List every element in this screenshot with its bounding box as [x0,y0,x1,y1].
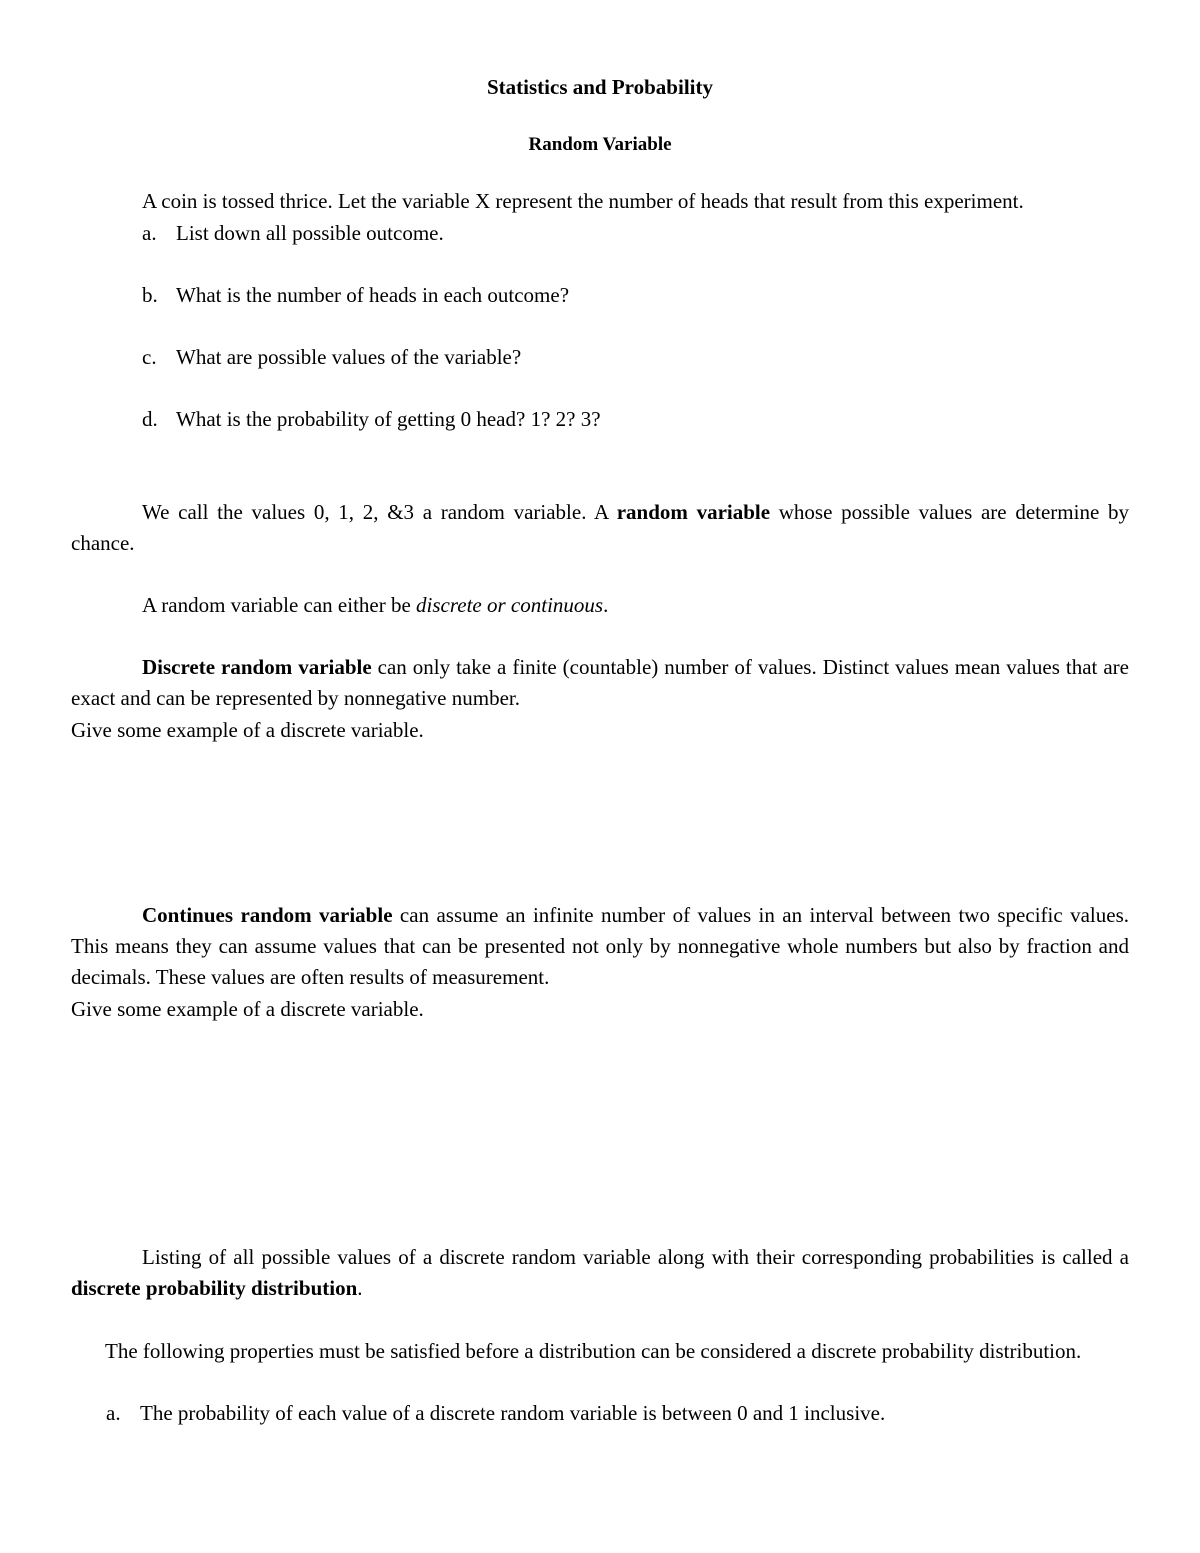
term-random-variable: random variable [616,500,771,524]
question-text: What is the number of heads in each outcome? [176,283,570,307]
list-marker: c. [142,345,157,369]
term-discrete-random-variable: Discrete random variable [142,655,372,679]
term-discrete-probability-distribution: discrete probability distribution [71,1276,358,1300]
list-marker: b. [142,283,158,307]
list-marker: a. [106,1401,121,1425]
term-continuous-random-variable: Continues random variable [142,903,393,927]
question-text: What are possible values of the variable? [176,345,522,369]
paragraph-text: A random variable can either be [142,593,417,617]
discrete-example-prompt: Give some example of a discrete variable. [71,718,424,742]
distribution-paragraph [71,1242,1129,1304]
list-marker: d. [142,407,158,431]
discrete-paragraph [71,652,1129,714]
list-marker: a. [142,221,157,245]
page-subtitle: Random Variable [528,134,672,155]
paragraph-text: can assume an infinite number of values in an interval between two specific values. This means they can assume values that can be presented not only by nonnegative whole numbers but also by fraction and decimals. These values are often results of measurement. [71,903,1129,989]
question-text: What is the probability of getting 0 head? 1? 2? 3? [176,407,601,431]
continuous-example-prompt: Give some example of a discrete variable. [71,997,424,1021]
discrete-or-continuous-paragraph [142,590,608,621]
question-item [142,404,601,435]
intro-text: A coin is tossed thrice. Let the variable X represent the number of heads that result from this experiment. [142,189,1024,213]
random-variable-paragraph [71,497,1129,559]
page-title: Statistics and Probability [487,75,713,99]
property-item [106,1398,885,1429]
emphasis-text: discrete or continuous [416,593,604,617]
paragraph-text: . [603,593,609,617]
question-item [142,280,569,311]
properties-paragraph: The following properties must be satisfied before a distribution can be considered a discrete probability distribution. [105,1339,1082,1363]
paragraph-text: can only take a finite (countable) number of values. Distinct values mean values that are exact and can be represented by nonnegative number. [71,655,1129,710]
question-item [142,218,444,249]
paragraph-text: . [357,1276,363,1300]
question-item [142,342,521,373]
property-text: The probability of each value of a discrete random variable is between 0 and 1 inclusive. [140,1401,886,1425]
paragraph-text: whose possible values are determine by chance. [71,500,1129,555]
paragraph-text: We call the values 0, 1, 2, &3 a random variable. A [142,500,617,524]
continuous-paragraph [71,900,1129,993]
question-text: List down all possible outcome. [176,221,444,245]
paragraph-text: Listing of all possible values of a discrete random variable along with their corresponding probabilities is called a [142,1245,1129,1269]
